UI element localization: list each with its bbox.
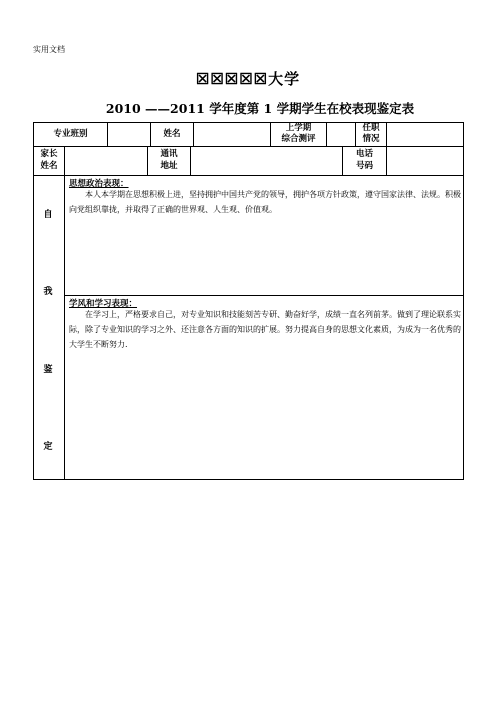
politics-section-title: 思想政治表现： xyxy=(69,179,129,189)
parent-value-cell[interactable] xyxy=(64,146,148,176)
address-label-line2: 地址 xyxy=(160,161,178,171)
post-label-line2: 情况 xyxy=(362,134,380,144)
side-label-cell xyxy=(33,175,65,480)
phone-label-line1: 电话 xyxy=(355,149,373,159)
eval-value-cell[interactable] xyxy=(326,122,356,147)
post-label-line1: 任职 xyxy=(362,123,380,133)
major-class-value-cell[interactable] xyxy=(107,122,151,147)
phone-value-cell[interactable] xyxy=(386,146,464,176)
study-section-title: 学风和学习表现： xyxy=(69,299,138,309)
parent-label-line2: 姓名 xyxy=(40,161,58,171)
side-char-appraise: 鉴 xyxy=(43,365,53,375)
parent-label-line1: 家长 xyxy=(40,149,58,159)
study-section-text: 在学习上，严格要求自己，对专业知识和技能刻苦专研、勤奋好学，成绩一直名列前茅。做到了理论联系实际，除了专业知识的学习之外、还注意各方面的知识的扩展。努力提高自身的思想文化素质，为成为一名优秀的大学生不断努力. xyxy=(69,310,461,349)
major-class-label: 专业班别 xyxy=(53,129,88,139)
eval-label-line1: 上学期 xyxy=(285,123,312,133)
post-value-cell[interactable] xyxy=(386,122,464,147)
side-char-me: 我 xyxy=(43,287,53,297)
side-char-determine: 定 xyxy=(43,442,53,452)
university-title: ☒☒☒☒☒大学 xyxy=(195,70,301,88)
form-title: 2010 ——2011 学年度第 1 学期学生在校表现鉴定表 xyxy=(105,101,415,116)
politics-section-text: 本人本学期在思想积极上进，坚持拥护中国共产党的领导，拥护各项方针政策，遵守国家法律、法规。积极向党组织靠拢，并取得了正确的世界观、人生观、价值观。 xyxy=(69,190,461,214)
side-char-self: 自 xyxy=(43,210,53,220)
name-label: 姓名 xyxy=(163,129,181,139)
eval-label-line2: 综合测评 xyxy=(281,134,316,144)
name-value-cell[interactable] xyxy=(193,122,271,147)
header-note: 实用文档 xyxy=(33,45,65,54)
address-value-cell[interactable] xyxy=(190,146,343,176)
address-label-line1: 通讯 xyxy=(160,149,178,159)
phone-label-line2: 号码 xyxy=(355,161,373,171)
